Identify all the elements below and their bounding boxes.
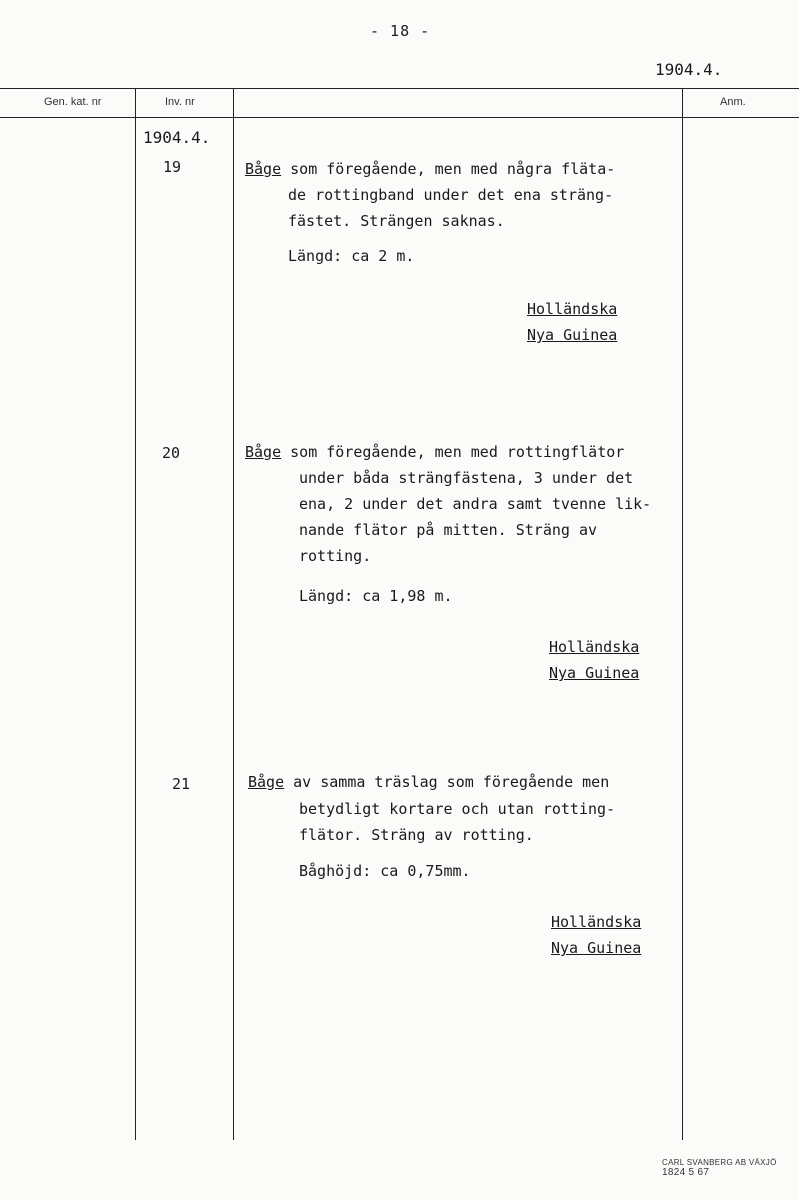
entry-origin-line: Nya Guinea — [551, 939, 642, 957]
ledger-year: 1904.4. — [143, 128, 211, 147]
entry-type: Båge — [245, 160, 282, 178]
column-divider-inv-text — [233, 88, 234, 1140]
printer-name: CARL SVANBERG AB VÄXJÖ — [662, 1158, 777, 1167]
column-divider-gen-inv — [135, 88, 136, 1140]
entry-line: flätor. Sträng av rotting. — [299, 826, 534, 844]
entry-measure: Båghöjd: ca 0,75mm. — [299, 862, 471, 880]
entry-origin-line: Holländska — [549, 638, 640, 656]
header-top-rule — [0, 88, 799, 89]
entry-line: som föregående, men med rottingflätor — [281, 443, 625, 461]
entry-origin-line: Holländska — [551, 913, 642, 931]
entry-line: rotting. — [299, 547, 372, 565]
entry-description — [245, 156, 615, 182]
entry-line: fästet. Strängen saknas. — [288, 212, 505, 230]
entry-type: Båge — [245, 443, 282, 461]
entry-measure: Längd: ca 1,98 m. — [299, 587, 453, 605]
column-divider-text-anm — [682, 88, 683, 1140]
page-number: - 18 - — [370, 22, 431, 40]
entry-line: ena, 2 under det andra samt tvenne lik- — [299, 495, 652, 513]
entry-line: de rottingband under det ena sträng- — [288, 186, 614, 204]
entry-line: under båda strängfästena, 3 under det — [299, 469, 634, 487]
entry-origin-line: Holländska — [527, 300, 618, 318]
entry-line: nande flätor på mitten. Sträng av — [299, 521, 598, 539]
column-header-gen-kat: Gen. kat. nr — [44, 96, 102, 108]
entry-description — [248, 769, 609, 795]
entry-description — [245, 439, 624, 465]
printer-imprint — [662, 1158, 799, 1178]
column-header-inv: Inv. nr — [165, 96, 195, 108]
entry-type: Båge — [248, 773, 285, 791]
entry-measure: Längd: ca 2 m. — [288, 247, 415, 265]
form-code: 1824 5 67 — [662, 1167, 710, 1178]
inventory-number: 20 — [162, 444, 181, 462]
entry-origin-line: Nya Guinea — [549, 664, 640, 682]
inventory-number: 19 — [163, 158, 182, 176]
entry-line: betydligt kortare och utan rotting- — [299, 800, 616, 818]
entry-line: som föregående, men med några fläta- — [281, 160, 616, 178]
header-bottom-rule — [0, 117, 799, 118]
column-header-anm: Anm. — [720, 96, 746, 108]
entry-line: av samma träslag som föregående men — [284, 773, 610, 791]
page-year: 1904.4. — [655, 60, 723, 79]
entry-origin-line: Nya Guinea — [527, 326, 618, 344]
inventory-number: 21 — [172, 775, 191, 793]
